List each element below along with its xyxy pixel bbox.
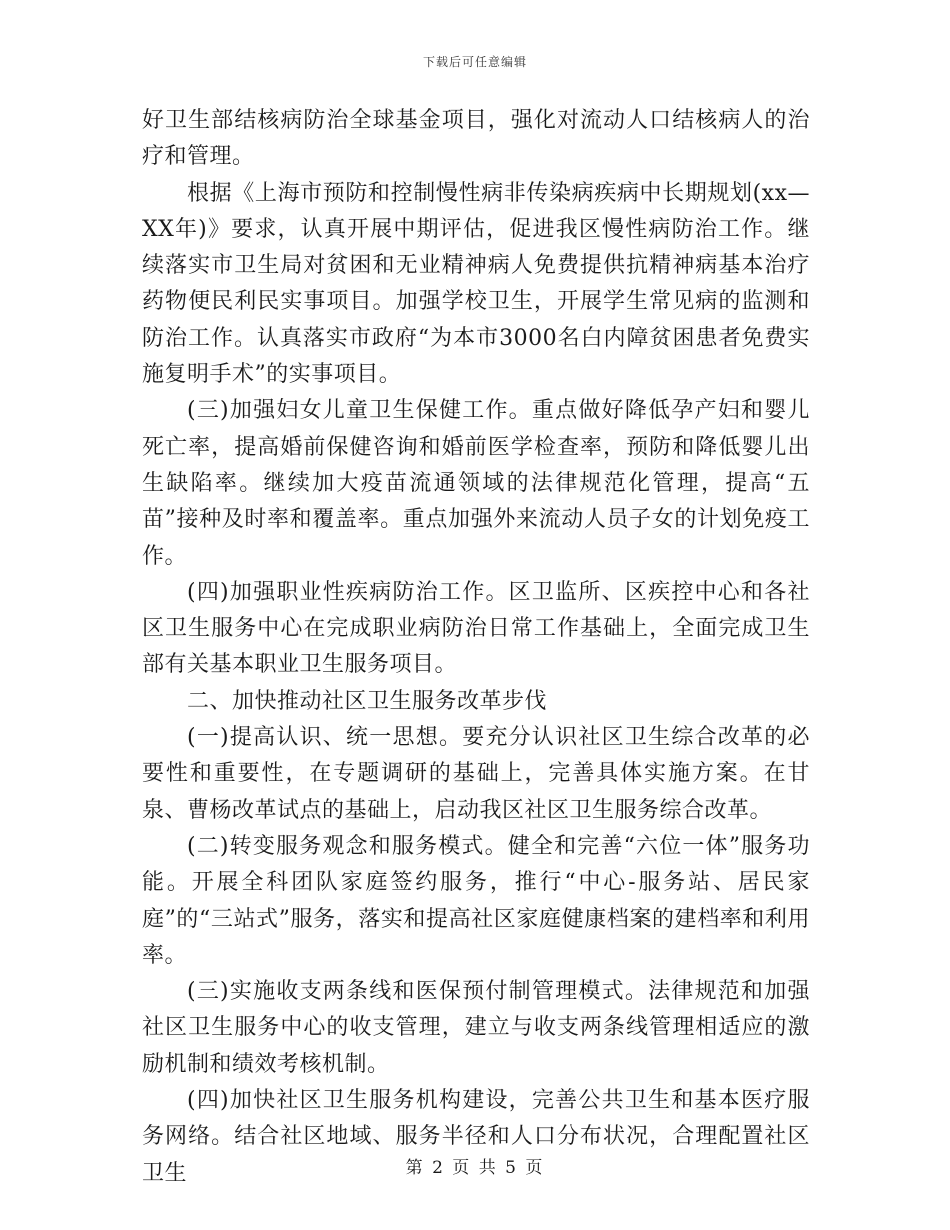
document-body (142, 103, 810, 1192)
page-header: 下载后可任意编辑 (422, 55, 527, 69)
section-heading: 二、加快推动社区卫生服务改革步伐 (187, 688, 548, 714)
paragraph-8: (三)实施收支两条线和医保预付制管理模式。法律规范和加强社区卫生服务中心的收支管理，建立与收支两条线管理相适应的激励机制和绩效考核机制。 (142, 979, 810, 1077)
paragraph-1: 好卫生部结核病防治全球基金项目，强化对流动人口结核病人的治疗和管理。 (142, 108, 810, 170)
paragraph-3: (三)加强妇女儿童卫生保健工作。重点做好降低孕产妇和婴儿死亡率，提高婚前保健咨询和婚前医学检查率，预防和降低婴儿出生缺陷率。继续加大疫苗流通领域的法律规范化管理，提高“五苗”接种及时率和覆盖率。重点加强外来流动人员子女的计划免疫工作。 (142, 398, 810, 569)
paragraph-7: (二)转变服务观念和服务模式。健全和完善“六位一体”服务功能。开展全科团队家庭签约服务，推行“中心-服务站、居民家庭”的“三站式”服务，落实和提高社区家庭健康档案的建档率和利用率。 (142, 833, 810, 968)
paragraph-9: (四)加快社区卫生服务机构建设，完善公共卫生和基本医疗服务网络。结合社区地域、服务半径和人口分布状况，合理配置社区卫生 (142, 1088, 810, 1186)
paragraph-2: 根据《上海市预防和控制慢性病非传染病疾病中长期规划(xx—XX年)》要求，认真开展中期评估，促进我区慢性病防治工作。继续落实市卫生局对贫困和无业精神病人免费提供抗精神病基本治疗药物便民利民实事项目。加强学校卫生，开展学生常见病的监测和防治工作。认真落实市政府“为本市3000名白内障贫困患者免费实施复明手术”的实事项目。 (142, 180, 810, 388)
page-number: 第 2 页 共 5 页 (405, 1158, 545, 1178)
paragraph-4: (四)加强职业性疾病防治工作。区卫监所、区疾控中心和各社区卫生服务中心在完成职业病防治日常工作基础上，全面完成卫生部有关基本职业卫生服务项目。 (142, 579, 810, 678)
paragraph-6: (一)提高认识、统一思想。要充分认识社区卫生综合改革的必要性和重要性，在专题调研的基础上，完善具体实施方案。在甘泉、曹杨改革试点的基础上，启动我区社区卫生服务综合改革。 (142, 725, 810, 823)
